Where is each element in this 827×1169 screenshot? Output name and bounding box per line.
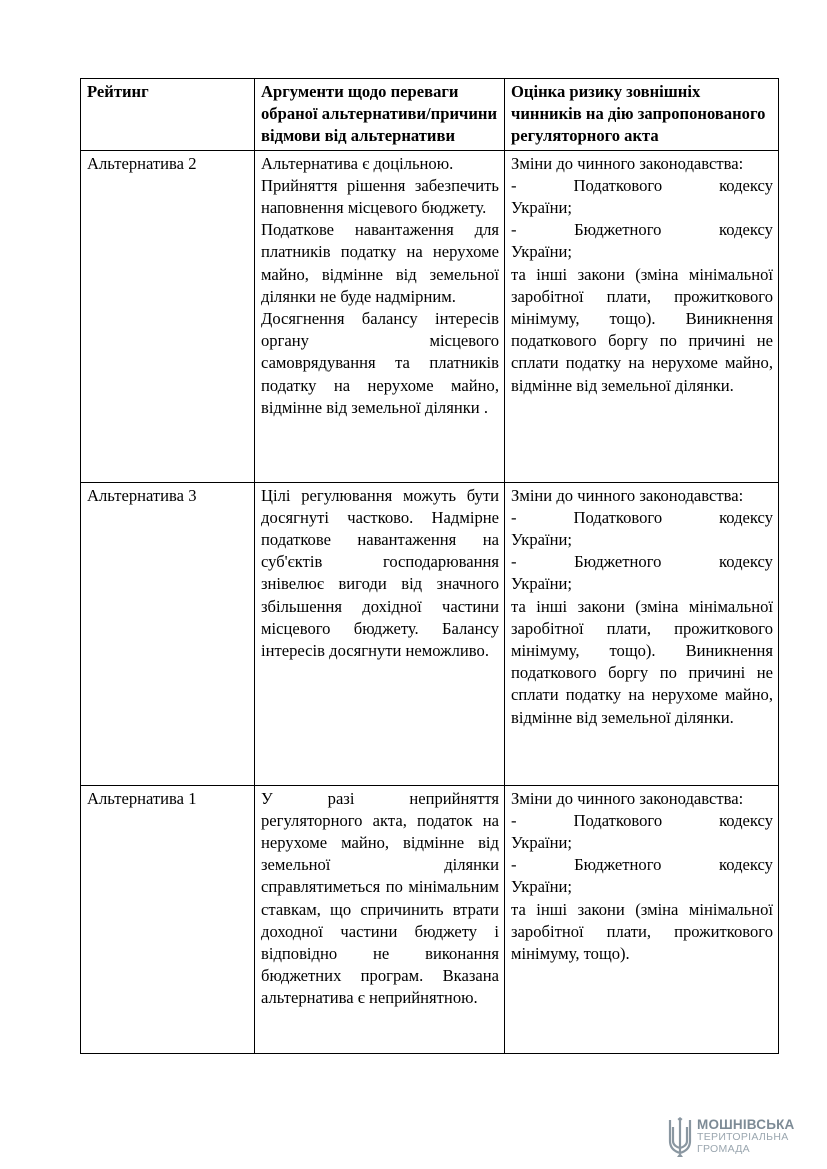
list-dash: - xyxy=(511,855,517,875)
logo-line-3: ГРОМАДА xyxy=(697,1143,750,1155)
risk-list-item xyxy=(511,551,773,573)
risk-details: та інші закони (зміна мінімальної заробітної плати, прожиткового мінімуму, тощо). Виникнення податкового боргу по причині не сплати податку на нерухоме майно, відмінне від земельної ділянки. xyxy=(511,264,773,395)
argument-paragraph: Альтернатива є доцільною. xyxy=(261,153,454,173)
list-dash: - xyxy=(511,220,517,240)
community-logo xyxy=(668,1113,818,1161)
arguments-cell xyxy=(255,150,505,482)
code-name: Бюджетного xyxy=(574,855,662,875)
code-name: Податкового xyxy=(573,507,663,527)
logo-line-2: ТЕРИТОРІАЛЬНА xyxy=(697,1131,789,1143)
trident-icon xyxy=(668,1117,692,1157)
arguments-cell xyxy=(255,785,505,1053)
argument-paragraph: Цілі регулювання можуть бути досягнуті частково. Надмірне податкове навантаження на суб'єктів господарювання знівелює вигоди від значного збільшення дохідної частини місцевого бюджету. Балансу інтересів досягнути неможливо. xyxy=(261,485,499,661)
header-rating: Рейтинг xyxy=(81,79,255,151)
risk-list-item xyxy=(511,810,773,832)
argument-paragraph: Прийняття рішення забезпечить наповнення місцевого бюджету. xyxy=(261,175,499,218)
risk-details: та інші закони (зміна мінімальної заробітної плати, прожиткового мінімуму, тощо). Виникнення податкового боргу по причині не сплати податку на нерухоме майно, відмінне від земельної ділянки. xyxy=(511,596,773,727)
logo-text xyxy=(697,1119,795,1155)
list-dash: - xyxy=(511,552,517,572)
alternatives-table xyxy=(80,78,779,1054)
risk-cell xyxy=(505,785,779,1053)
rating-cell: Альтернатива 1 xyxy=(81,785,255,1053)
risk-cell xyxy=(505,150,779,482)
header-risk: Оцінка ризику зовнішніх чинників на дію запропонованого регуляторного акта xyxy=(505,79,779,151)
code-name: Бюджетного xyxy=(574,552,662,572)
risk-list-item xyxy=(511,175,773,197)
risk-intro: Зміни до чинного законодавства: xyxy=(511,153,744,173)
risk-details: та інші закони (зміна мінімальної заробітної плати, прожиткового мінімуму, тощо). xyxy=(511,899,773,964)
table-row xyxy=(81,150,779,482)
list-dash: - xyxy=(511,507,517,527)
code-word: кодексу xyxy=(719,552,773,572)
rating-cell: Альтернатива 2 xyxy=(81,150,255,482)
risk-list-continuation: України; xyxy=(511,574,572,594)
risk-list-continuation: України; xyxy=(511,198,572,218)
risk-intro: Зміни до чинного законодавства: xyxy=(511,485,744,505)
code-word: кодексу xyxy=(719,175,773,195)
risk-list-continuation: України; xyxy=(511,877,572,897)
code-name: Податкового xyxy=(573,810,663,830)
argument-paragraph: У разі неприйняття регуляторного акта, податок на нерухоме майно, відмінне від земельної ділянки справлятиметься по мінімальним ставкам, що спричинить втрати доходної частини бюджету і відповідно не виконання бюджетних програм. Вказана альтернатива є неприйнятною. xyxy=(261,788,499,1008)
risk-list-item xyxy=(511,219,773,241)
code-name: Бюджетного xyxy=(574,220,662,240)
code-word: кодексу xyxy=(719,220,773,240)
code-word: кодексу xyxy=(719,810,773,830)
risk-cell xyxy=(505,482,779,785)
risk-list-item xyxy=(511,854,773,876)
code-word: кодексу xyxy=(719,507,773,527)
risk-list-item xyxy=(511,507,773,529)
argument-paragraph: Податкове навантаження для платників податку на нерухоме майно, відмінне від земельної ділянки не буде надмірним. xyxy=(261,220,499,306)
rating-cell: Альтернатива 3 xyxy=(81,482,255,785)
code-name: Податкового xyxy=(573,175,663,195)
code-word: кодексу xyxy=(719,855,773,875)
risk-list-continuation: України; xyxy=(511,242,572,262)
arguments-cell xyxy=(255,482,505,785)
list-dash: - xyxy=(511,810,517,830)
argument-paragraph: Досягнення балансу інтересів органу місцевого самоврядування та платників податку на нерухоме майно, відмінне від земельної ділянки . xyxy=(261,309,499,417)
logo-line-1: МОШНІВСЬКА xyxy=(697,1117,795,1132)
header-arguments: Аргументи щодо переваги обраної альтернативи/причини відмови від альтернативи xyxy=(255,79,505,151)
risk-list-continuation: України; xyxy=(511,833,572,853)
table-header-row xyxy=(81,79,779,151)
list-dash: - xyxy=(511,175,517,195)
table-row xyxy=(81,482,779,785)
risk-list-continuation: України; xyxy=(511,530,572,550)
risk-intro: Зміни до чинного законодавства: xyxy=(511,788,744,808)
table-row xyxy=(81,785,779,1053)
